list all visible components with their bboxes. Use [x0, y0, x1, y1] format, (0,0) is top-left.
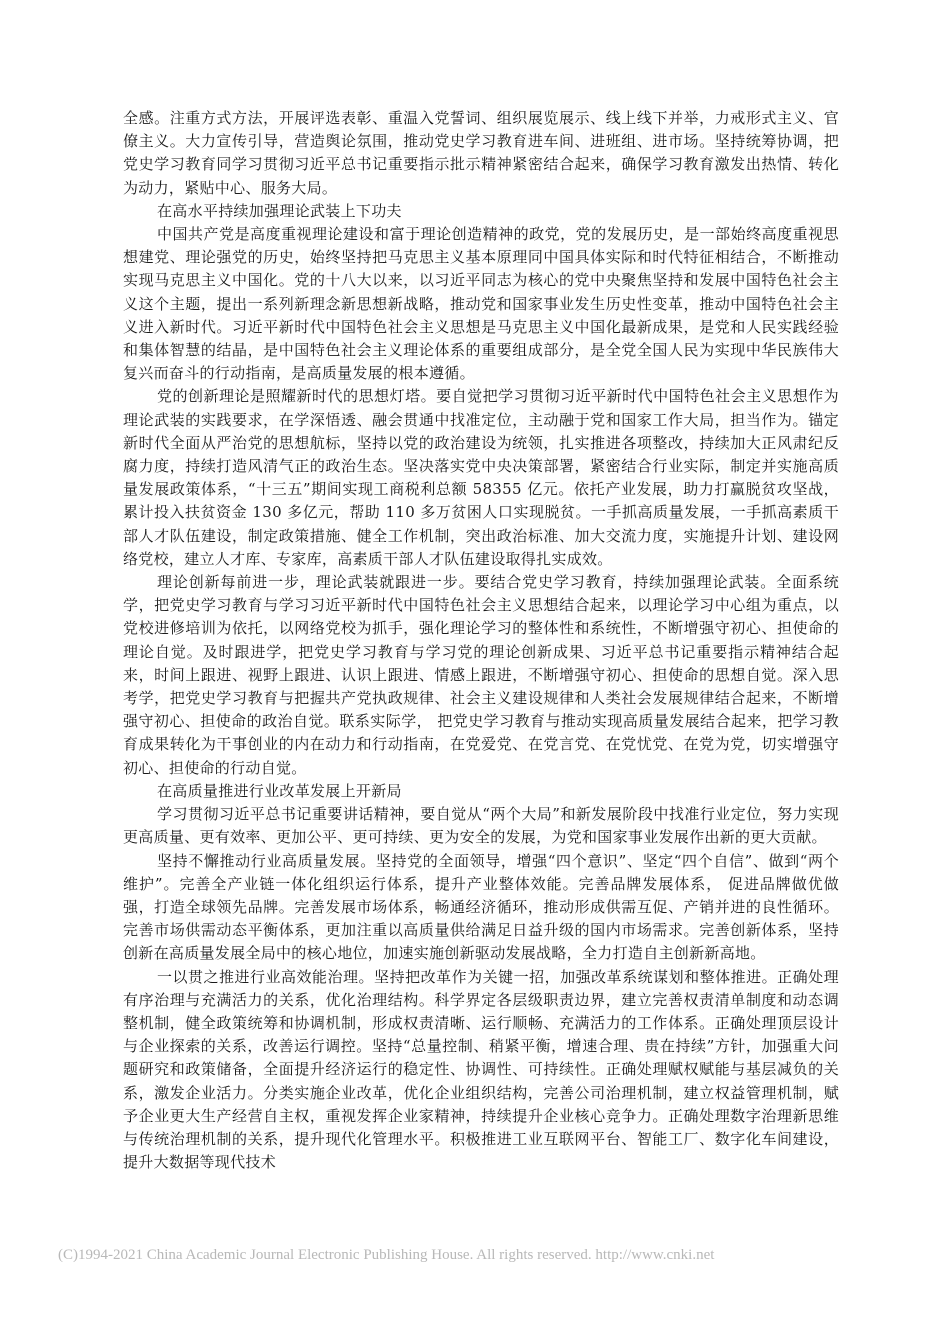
paragraph: 全感。注重方式方法，开展评选表彰、重温入党誓词、组织展览展示、线上线下并举，力戒形式主义、官僚主义。大力宣传引导，营造舆论氛围，推动党史学习教育进车间、进班组、进市场。坚持统筹协调，把党史学习教育同学习贯彻习近平总书记重要指示批示精神紧密结合起来，确保学习教育激发出热情、转化为动力，紧贴中心、服务大局。: [123, 109, 839, 197]
paragraph: 学习贯彻习近平总书记重要讲话精神，要自觉从“两个大局”和新发展阶段中找准行业定位，努力实现更高质量、更有效率、更加公平、更可持续、更为安全的发展，为党和国家事业发展作出新的更大贡献。: [123, 805, 839, 847]
copyright-footer: (C)1994-2021 China Academic Journal Electronic Publishing House. All rights reserved. http://www.cnki.net: [58, 1247, 715, 1263]
paragraph: 理论创新每前进一步，理论武装就跟进一步。要结合党史学习教育，持续加强理论武装。全面系统学，把党史学习教育与学习习近平新时代中国特色社会主义思想结合起来，以理论学习中心组为重点，以党校进修培训为依托，以网络党校为抓手，强化理论学习的整体性和系统性，不断增强守初心、担使命的理论自觉。及时跟进学，把党史学习教育与学习党的理论创新成果、习近平总书记重要指示精神结合起来，时间上跟进、视野上跟进、认识上跟进、情感上跟进，不断增强守初心、担使命的思想自觉。深入思考学，把党史学习教育与把握共产党执政规律、社会主义建设规律和人类社会发展规律结合起来，不断增强守初心、担使命的政治自觉。联系实际学， 把党史学习教育与推动实现高质量发展结合起来，把学习教育成果转化为干事创业的内在动力和行动指南，在党爱党、在党言党、在党忧党、在党为党，切实增强守初心、担使命的行动自觉。: [123, 573, 839, 777]
article-body: [123, 107, 839, 1174]
paragraph: 党的创新理论是照耀新时代的思想灯塔。要自觉把学习贯彻习近平新时代中国特色社会主义思想作为理论武装的实践要求，在学深悟透、融会贯通中找准定位，主动融于党和国家工作大局，担当作为。锚定新时代全面从严治党的思想航标，坚持以党的政治建设为统领，扎实推进各项整改，持续加大正风肃纪反腐力度，持续打造风清气正的政治生态。坚决落实党中央决策部署，紧密结合行业实际，制定并实施高质量发展政策体系，“十三五”期间实现工商税利总额 58355 亿元。依托产业发展，助力打赢脱贫攻坚战，累计投入扶贫资金 130 多亿元，帮助 110 多万贫困人口实现脱贫。一手抓高质量发展，一手抓高素质干部人才队伍建设，制定政策措施、健全工作机制，突出政治标准、加大交流力度，实施提升计划、建设网络党校，建立人才库、专家库，高素质干部人才队伍建设取得扎实成效。: [123, 387, 839, 568]
paragraph: 坚持不懈推动行业高质量发展。坚持党的全面领导，增强“四个意识”、坚定“四个自信”、做到“两个维护”。完善全产业链一体化组织运行体系，提升产业整体效能。完善品牌发展体系， 促进品牌做优做强，打造全球领先品牌。完善发展市场体系，畅通经济循环，推动形成供需互促、产销并进的良性循环。完善市场供需动态平衡体系，更加注重以高质量供给满足日益升级的国内市场需求。完善创新体系，坚持创新在高质量发展全局中的核心地位，加速实施创新驱动发展战略，全力打造自主创新新高地。: [123, 851, 839, 963]
paragraph: 一以贯之推进行业高效能治理。坚持把改革作为关键一招，加强改革系统谋划和整体推进。正确处理有序治理与充满活力的关系，优化治理结构。科学界定各层级职责边界，建立完善权责清单制度和动态调整机制，健全政策统筹和协调机制，形成权责清晰、运行顺畅、充满活力的工作体系。正确处理顶层设计与企业探索的关系，改善运行调控。坚持“总量控制、稍紧平衡，增速合理、贵在持续”方针，加强重大问题研究和政策储备，全面提升经济运行的稳定性、协调性、可持续性。正确处理赋权赋能与基层减负的关系，激发企业活力。分类实施企业改革，优化企业组织结构，完善公司治理机制，建立权益管理机制，赋予企业更大生产经营自主权，重视发挥企业家精神，持续提升企业核心竞争力。正确处理数字治理新思维与传统治理机制的关系，提升现代化管理水平。积极推进工业互联网平台、智能工厂、数字化车间建设，提升大数据等现代技术: [123, 967, 839, 1172]
section-heading: 在高水平持续加强理论武装上下功夫: [157, 201, 402, 220]
section-heading: 在高质量推进行业改革发展上开新局: [157, 781, 402, 800]
paragraph: 中国共产党是高度重视理论建设和富于理论创造精神的政党，党的发展历史，是一部始终高度重视思想建党、理论强党的历史，始终坚持把马克思主义基本原理同中国具体实际和时代特征相结合，不断推动实现马克思主义中国化。党的十八大以来，以习近平同志为核心的党中央聚焦坚持和发展中国特色社会主义这个主题，提出一系列新理念新思想新战略，推动党和国家事业发生历史性变革，推动中国特色社会主义进入新时代。习近平新时代中国特色社会主义思想是马克思主义中国化最新成果，是党和人民实践经验和集体智慧的结晶，是中国特色社会主义理论体系的重要组成部分，是全党全国人民为实现中华民族伟大复兴而奋斗的行动指南，是高质量发展的根本遵循。: [123, 225, 839, 383]
